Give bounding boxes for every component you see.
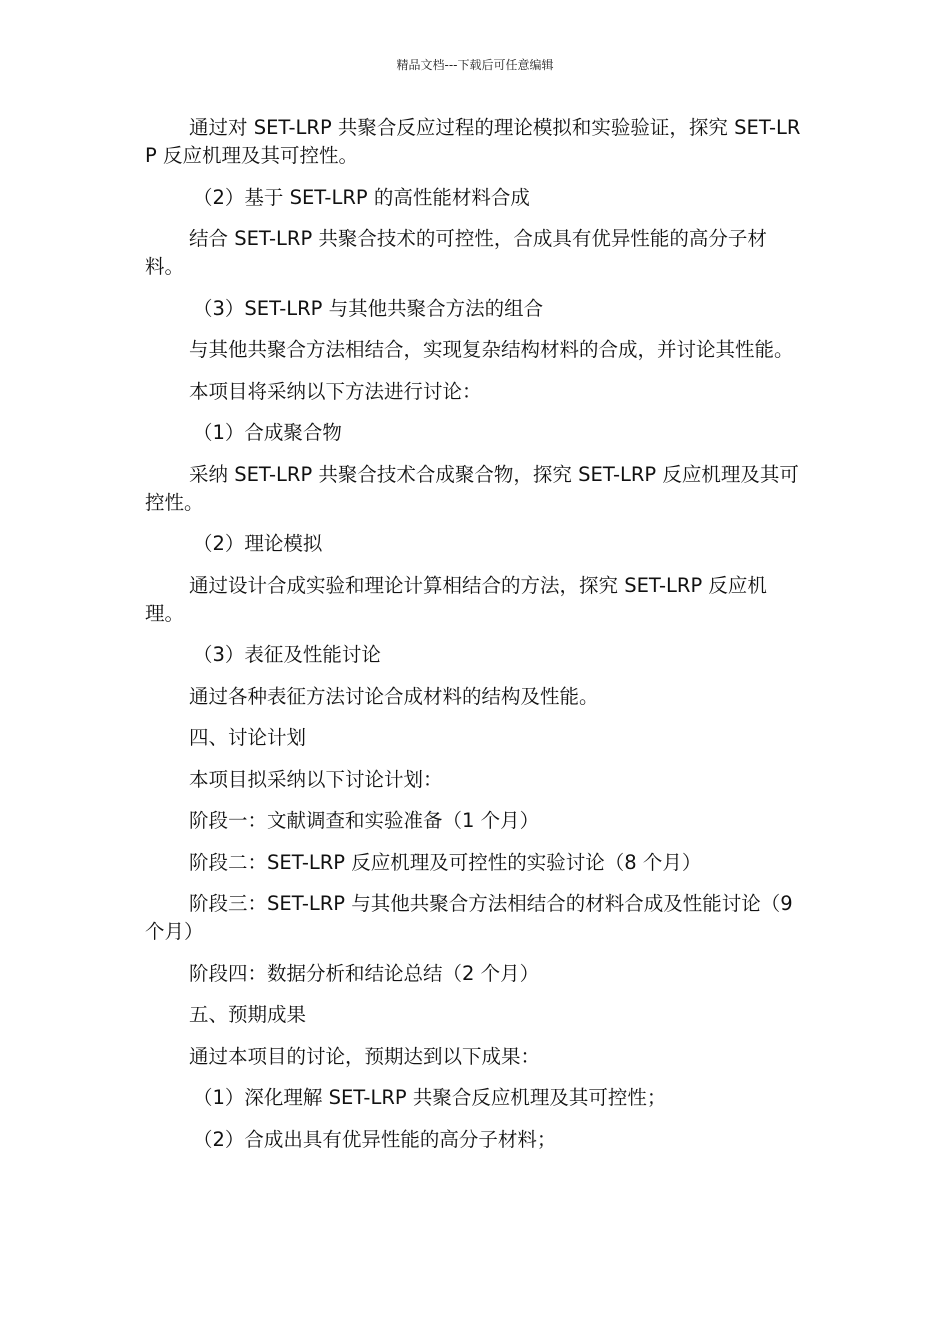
plan-stage-3: 阶段三：SET-LRP 与其他共聚合方法相结合的材料合成及性能讨论（9 个月） xyxy=(145,892,793,943)
paragraph-mechanism-summary: 通过对 SET-LRP 共聚合反应过程的理论模拟和实验验证，探究 SET-LRP 反应机理及其可控性。 xyxy=(145,116,801,167)
subheading-material-synthesis: （2）基于 SET-LRP 的高性能材料合成 xyxy=(193,185,530,209)
paragraph-methods-intro: 本项目将采纳以下方法进行讨论： xyxy=(189,379,482,403)
outcome-item-1: （1）深化理解 SET-LRP 共聚合反应机理及其可控性； xyxy=(193,1086,667,1109)
plan-stage-4: 阶段四：数据分析和结论总结（2 个月） xyxy=(189,961,540,985)
subheading-characterization: （3）表征及性能讨论 xyxy=(193,643,381,666)
paragraph-material-synthesis: 结合 SET-LRP 共聚合技术的可控性，合成具有优异性能的高分子材料。 xyxy=(145,227,767,278)
plan-stage-1: 阶段一：文献调查和实验准备（1 个月） xyxy=(189,809,540,832)
page-header: 精品文档---下载后可任意编辑 xyxy=(396,58,554,72)
paragraph-theoretical-simulation: 通过设计合成实验和理论计算相结合的方法，探究 SET-LRP 反应机理。 xyxy=(145,573,767,625)
paragraph-plan-intro: 本项目拟采纳以下讨论计划： xyxy=(189,767,443,791)
subheading-polymer-synthesis: （1）合成聚合物 xyxy=(193,421,342,444)
subheading-theoretical-simulation: （2）理论模拟 xyxy=(193,532,323,555)
section-heading-plan: 四、讨论计划 xyxy=(189,726,307,749)
paragraph-characterization: 通过各种表征方法讨论合成材料的结构及性能。 xyxy=(189,684,599,708)
paragraph-polymer-synthesis: 采纳 SET-LRP 共聚合技术合成聚合物，探究 SET-LRP 反应机理及其可控性。 xyxy=(145,462,799,514)
plan-stage-2: 阶段二：SET-LRP 反应机理及可控性的实验讨论（8 个月） xyxy=(189,850,702,874)
outcome-item-2: （2）合成出具有优异性能的高分子材料； xyxy=(193,1127,557,1151)
section-heading-outcomes: 五、预期成果 xyxy=(189,1003,307,1026)
paragraph-method-combination: 与其他共聚合方法相结合，实现复杂结构材料的合成，并讨论其性能。 xyxy=(189,338,794,361)
subheading-method-combination: （3）SET-LRP 与其他共聚合方法的组合 xyxy=(193,296,544,320)
document-body xyxy=(145,114,805,1167)
paragraph-outcomes-intro: 通过本项目的讨论，预期达到以下成果： xyxy=(189,1044,541,1068)
